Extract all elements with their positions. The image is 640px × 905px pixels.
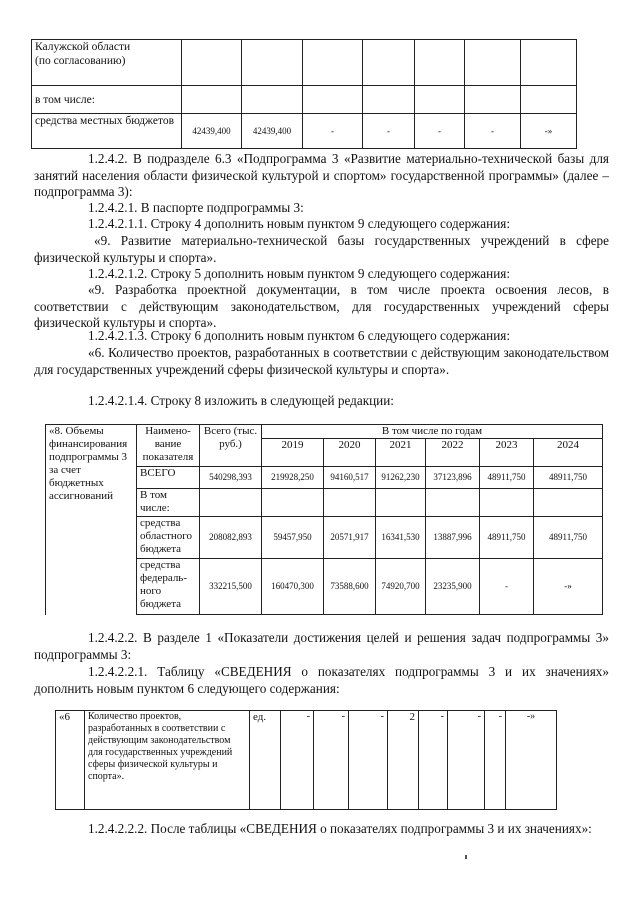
table-cell: 48911,750: [480, 467, 534, 489]
paragraph: 1.2.4.2.1.3. Строку 6 дополнить новым пунктом 6 следующего содержания:: [88, 328, 510, 343]
table-cell: -: [349, 711, 388, 810]
year-header: 2019: [262, 439, 324, 467]
row-name: средства областного бюджета: [137, 517, 200, 559]
row-label: в том числе:: [32, 86, 182, 114]
table-cell: -: [448, 711, 485, 810]
column-header: Всего (тыс. руб.): [200, 425, 262, 467]
column-header: В том числе по годам: [262, 425, 603, 439]
row-name: средства федераль-ного бюджета: [137, 559, 200, 615]
table-cell: 20571,917: [324, 517, 376, 559]
table-cell: 91262,230: [376, 467, 426, 489]
table-cell: 59457,950: [262, 517, 324, 559]
year-header: 2024: [534, 439, 603, 467]
paragraph: 1.2.4.2.1.4. Строку 8 изложить в следующей редакции:: [88, 393, 394, 408]
paragraph: «9. Разработка проектной документации, в том числе проекта освоения лесов, в соответствии с действующим законодательством, для государственных учреждений сферы физической культуры и спорта».: [34, 282, 609, 330]
table-row: [56, 711, 557, 810]
table-cell: 48911,750: [534, 517, 603, 559]
table-cell: 540298,393: [200, 467, 262, 489]
row-name: ВСЕГО: [137, 467, 200, 489]
table-cell: 42439,400: [242, 114, 303, 149]
table-cell: 48911,750: [480, 517, 534, 559]
paragraph: 1.2.4.2.1.1. Строку 4 дополнить новым пунктом 9 следующего содержания:: [88, 216, 510, 231]
table-cell: 13887,996: [426, 517, 480, 559]
table-cell: -: [419, 711, 448, 810]
table-cell: -»: [534, 559, 603, 615]
year-header: 2023: [480, 439, 534, 467]
paragraph: 1.2.4.2.2.2. После таблицы «СВЕДЕНИЯ о показателях подпрограммы 3 и их значениях»:: [88, 821, 592, 836]
indicator-row-table: [55, 710, 557, 810]
table-row: [32, 86, 577, 114]
column-header: Наимено-вание показателя: [137, 425, 200, 467]
table-cell: -: [363, 114, 415, 149]
row-label: средства местных бюджетов: [32, 114, 182, 149]
row-label: Калужской области (по согласованию): [32, 40, 182, 86]
table-cell: 16341,530: [376, 517, 426, 559]
unit: ед.: [250, 711, 281, 810]
table-row: [32, 114, 577, 149]
table-cell: 37123,896: [426, 467, 480, 489]
funding-table-fragment: [31, 39, 577, 149]
year-header: 2021: [376, 439, 426, 467]
table-cell: 23235,900: [426, 559, 480, 615]
indicator-name: Количество проектов, разработанных в соответствии с действующим законодательством для государственных учреждений сферы физической культуры и спорта».: [85, 711, 250, 810]
table-cell: -: [281, 711, 314, 810]
row-label: «8. Объемы финансирования подпрограммы 3 за счет бюджетных ассигнований: [46, 425, 137, 615]
table-cell: -: [415, 114, 465, 149]
table-cell: 94160,517: [324, 467, 376, 489]
year-header: 2020: [324, 439, 376, 467]
table-cell: 160470,300: [262, 559, 324, 615]
table-cell: 332215,500: [200, 559, 262, 615]
table-cell: 2: [388, 711, 419, 810]
paragraph: 1.2.4.2.2. В разделе 1 «Показатели достижения целей и решения задач подпрограммы 3» подпрограммы 3:: [34, 630, 609, 662]
paragraph: 1.2.4.2.1. В паспорте подпрограммы 3:: [88, 200, 304, 215]
table-cell: -: [485, 711, 506, 810]
table-cell: -»: [521, 114, 577, 149]
table-cell: -: [314, 711, 349, 810]
paragraph: 1.2.4.2. В подразделе 6.3 «Подпрограмма 3 «Развитие материально-технической базы для занятий населения области физической культурой и спортом» государственной программы» (далее – подпрограмма 3):: [34, 151, 609, 199]
table-row: [32, 40, 577, 86]
paragraph: «6. Количество проектов, разработанных в соответствии с действующим законодательством для государственных учреждений сферы физической культуры и спорта».: [34, 345, 609, 377]
row-number: «6: [56, 711, 85, 810]
table-cell: 219928,250: [262, 467, 324, 489]
table-cell: 74920,700: [376, 559, 426, 615]
table-cell: 42439,400: [182, 114, 242, 149]
table-cell: -»: [506, 711, 557, 810]
table-cell: -: [480, 559, 534, 615]
table-cell: 48911,750: [534, 467, 603, 489]
paragraph: «9. Развитие материально-технической базы государственных учреждений в сфере физической культуры и спорта».: [34, 233, 609, 265]
year-header: 2022: [426, 439, 480, 467]
paragraph: 1.2.4.2.1.2. Строку 5 дополнить новым пунктом 9 следующего содержания:: [88, 266, 510, 281]
table-cell: 208082,893: [200, 517, 262, 559]
financing-table: [45, 424, 603, 615]
table-cell: 73588,600: [324, 559, 376, 615]
paragraph: 1.2.4.2.2.1. Таблицу «СВЕДЕНИЯ о показателях подпрограммы 3 и их значениях» дополнить новым пунктом 6 следующего содержания:: [34, 664, 609, 696]
row-name: В том числе:: [137, 489, 200, 517]
table-cell: -: [465, 114, 521, 149]
table-cell: -: [303, 114, 363, 149]
scan-artifact: [465, 855, 467, 859]
